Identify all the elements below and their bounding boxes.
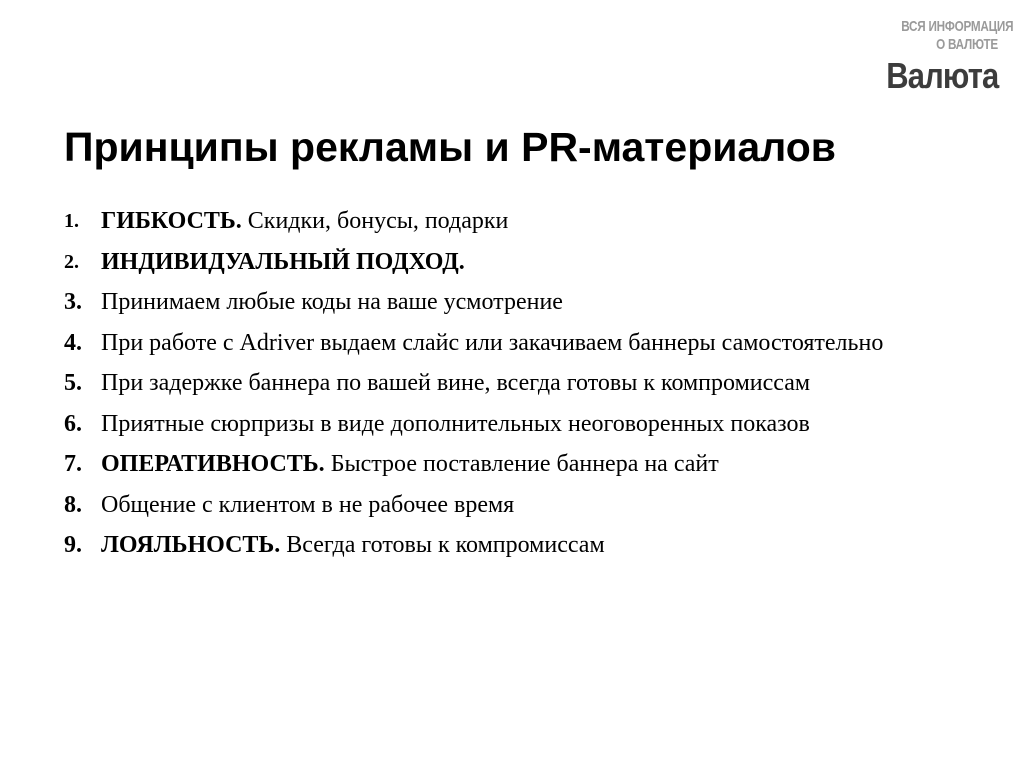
list-item-4 (64, 326, 984, 360)
item-number: 8. (64, 491, 82, 518)
item-number: 4. (64, 329, 82, 356)
item-text: Приятные сюрпризы в виде дополнительных неоговоренных показов (101, 410, 810, 437)
list-item-2 (64, 245, 984, 279)
list-item-9 (64, 528, 984, 562)
item-number: 7. (64, 451, 82, 477)
brand-tagline (901, 18, 1014, 54)
slide-title: Принципы рекламы и PR-материалов (64, 124, 836, 170)
item-content (101, 366, 984, 400)
brand-tagline-line-2: О ВАЛЮТЕ (936, 36, 998, 53)
item-lead: ОПЕРАТИВНОСТЬ. (101, 451, 325, 477)
item-text: Всегда готовы к компромиссам (280, 532, 605, 558)
item-number: 9. (64, 532, 82, 558)
item-content (101, 407, 984, 441)
item-content (101, 285, 984, 319)
list-item-7 (64, 447, 984, 481)
item-text: Скидки, бонусы, подарки (241, 208, 509, 234)
brand-logo (874, 18, 1014, 96)
item-content (101, 528, 984, 562)
item-number: 1. (64, 210, 79, 232)
item-text: Быстрое поставление баннера на сайт (324, 451, 719, 477)
item-lead: ГИБКОСТЬ. (101, 208, 242, 234)
list-item-6 (64, 407, 984, 441)
list-item-1 (64, 204, 984, 238)
principles-list (64, 204, 984, 569)
item-lead: ЛОЯЛЬНОСТЬ. (101, 532, 281, 558)
brand-tagline-line-1: ВСЯ ИНФОРМАЦИЯ (901, 18, 1014, 35)
item-number: 3. (64, 289, 82, 315)
list-item-3 (64, 285, 984, 319)
item-text: Принимаем любые коды на ваше усмотрение (101, 289, 563, 315)
brand-name: Валюта (885, 55, 998, 96)
item-text: При задержке баннера по вашей вине, всегда готовы к компромиссам (101, 370, 811, 396)
item-content (101, 326, 984, 360)
item-number: 2. (64, 250, 79, 273)
list-item-8 (64, 488, 984, 522)
item-number: 6. (64, 410, 82, 437)
item-content (101, 245, 984, 279)
item-number: 5. (64, 370, 82, 396)
item-text: При работе с Adriver выдаем слайс или закачиваем баннеры самостоятельно (101, 329, 884, 356)
item-content (101, 488, 984, 522)
item-text: Общение с клиентом в не рабочее время (101, 491, 515, 518)
item-lead: ИНДИВИДУАЛЬНЫЙ ПОДХОД. (101, 248, 465, 275)
list-item-5 (64, 366, 984, 400)
item-content (101, 447, 984, 481)
item-content (101, 204, 984, 238)
